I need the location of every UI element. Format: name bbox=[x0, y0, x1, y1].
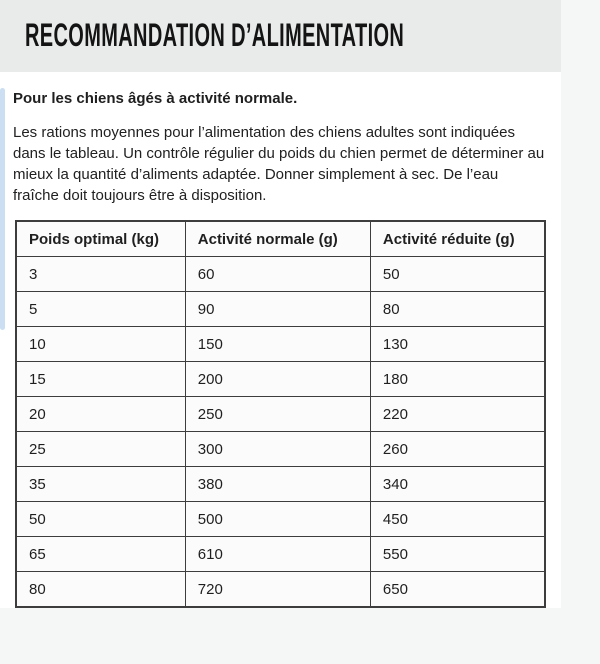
table-cell: 200 bbox=[185, 362, 370, 397]
table-row bbox=[16, 502, 545, 537]
scrollbar-thumb[interactable] bbox=[0, 88, 5, 330]
table-cell: 260 bbox=[370, 432, 545, 467]
table-cell: 180 bbox=[370, 362, 545, 397]
table-cell: 35 bbox=[16, 467, 185, 502]
table-row bbox=[16, 362, 545, 397]
table-cell: 10 bbox=[16, 327, 185, 362]
table-cell: 500 bbox=[185, 502, 370, 537]
table-cell: 130 bbox=[370, 327, 545, 362]
table-row bbox=[16, 432, 545, 467]
table-row bbox=[16, 257, 545, 292]
feeding-table bbox=[15, 220, 546, 608]
column-header: Activité normale (g) bbox=[185, 221, 370, 257]
table-cell: 300 bbox=[185, 432, 370, 467]
content-section bbox=[0, 72, 561, 608]
table-cell: 80 bbox=[370, 292, 545, 327]
page-title: RECOMMANDATION D’ALIMENTATION bbox=[25, 17, 405, 53]
table-cell: 50 bbox=[16, 502, 185, 537]
table-cell: 25 bbox=[16, 432, 185, 467]
table-cell: 220 bbox=[370, 397, 545, 432]
feeding-table-head bbox=[16, 221, 545, 257]
table-cell: 3 bbox=[16, 257, 185, 292]
column-header: Poids optimal (kg) bbox=[16, 221, 185, 257]
table-row bbox=[16, 327, 545, 362]
table-cell: 90 bbox=[185, 292, 370, 327]
header-row bbox=[16, 221, 545, 257]
table-row bbox=[16, 397, 545, 432]
table-cell: 380 bbox=[185, 467, 370, 502]
table-cell: 720 bbox=[185, 572, 370, 608]
table-row bbox=[16, 572, 545, 608]
table-cell: 250 bbox=[185, 397, 370, 432]
table-cell: 550 bbox=[370, 537, 545, 572]
table-row bbox=[16, 537, 545, 572]
subheading: Pour les chiens âgés à activité normale. bbox=[13, 90, 298, 107]
table-cell: 5 bbox=[16, 292, 185, 327]
section-header-band bbox=[0, 0, 561, 72]
feeding-table-body bbox=[16, 257, 545, 608]
table-cell: 340 bbox=[370, 467, 545, 502]
table-cell: 65 bbox=[16, 537, 185, 572]
table-cell: 610 bbox=[185, 537, 370, 572]
table-cell: 15 bbox=[16, 362, 185, 397]
column-header: Activité réduite (g) bbox=[370, 221, 545, 257]
table-cell: 450 bbox=[370, 502, 545, 537]
table-cell: 650 bbox=[370, 572, 545, 608]
table-cell: 50 bbox=[370, 257, 545, 292]
table-cell: 150 bbox=[185, 327, 370, 362]
table-cell: 60 bbox=[185, 257, 370, 292]
table-row bbox=[16, 292, 545, 327]
intro-paragraph: Les rations moyennes pour l’alimentation des chiens adultes sont indiquées dans le tableau. Un contrôle régulier du poids du chien permet de déterminer au mieux la quantité d’aliments adaptée. Donner simplement à sec. De l’eau fraîche doit toujours être à disposition. bbox=[13, 124, 545, 204]
table-cell: 20 bbox=[16, 397, 185, 432]
table-row bbox=[16, 467, 545, 502]
table-cell: 80 bbox=[16, 572, 185, 608]
